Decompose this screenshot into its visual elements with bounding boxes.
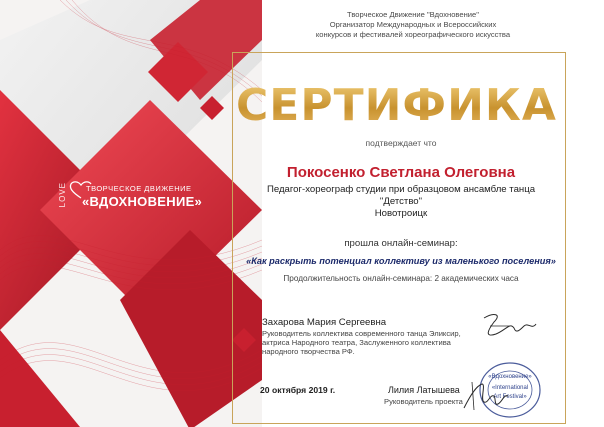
- signer-1-name: Захарова Мария Сергеевна: [262, 317, 387, 328]
- stamp-text-mid-1: «International: [491, 385, 529, 391]
- logo-love-text: LOVE: [58, 182, 67, 208]
- issue-date: 20 октября 2019 г.: [260, 385, 336, 395]
- signature-1-icon: [480, 308, 540, 348]
- recipient-city: Новотроицк: [374, 208, 428, 219]
- logo-title: «ВДОХНОВЕНИЕ»: [82, 194, 203, 209]
- confirms-text: подтверждает что: [365, 138, 437, 148]
- signer-2-name: Лилия Латышева: [388, 385, 460, 395]
- recipient-name: Покосенко Светлана Олеговна: [286, 164, 516, 181]
- stamp-text-mid-2: Art Festival»: [493, 394, 527, 400]
- passed-text: прошла онлайн-семинар:: [344, 238, 458, 249]
- recipient-ensemble: "Детство": [379, 196, 423, 207]
- header-line-1: Творческое Движение "Вдохновение": [347, 10, 479, 19]
- signature-2-icon: [460, 376, 510, 416]
- seminar-title: «Как раскрыть потенциал коллективу из маленького поселения»: [246, 256, 556, 266]
- signer-1-role-line-3: народного творчества РФ.: [262, 347, 355, 356]
- signer-1-role: [262, 329, 462, 356]
- organization-logo: [58, 178, 208, 218]
- seminar-duration: Продолжительность онлайн-семинара: 2 академических часа: [283, 274, 519, 283]
- stamp-text-top: «Вдохновение»: [488, 374, 532, 380]
- signer-2-role: Руководитель проекта: [384, 397, 463, 406]
- signer-1-role-line-1: Руководитель коллектива современного танца Эликсир,: [262, 329, 461, 338]
- organizer-header: [268, 10, 558, 40]
- recipient-position: Педагог-хореограф студии при образцовом ансамбле танца: [266, 184, 536, 195]
- certificate-title: СЕРТИФИКАТ: [236, 80, 588, 131]
- decorative-panel: [0, 0, 262, 427]
- header-line-3: конкурсов и фестивалей хореографического искусства: [315, 30, 511, 39]
- header-line-2: Организатор Международных и Всероссийских: [329, 20, 497, 29]
- signer-1-role-line-2: актриса Народного театра, Заслуженного коллектива: [262, 338, 451, 347]
- logo-subtitle: ТВОРЧЕСКОЕ ДВИЖЕНИЕ: [86, 184, 192, 193]
